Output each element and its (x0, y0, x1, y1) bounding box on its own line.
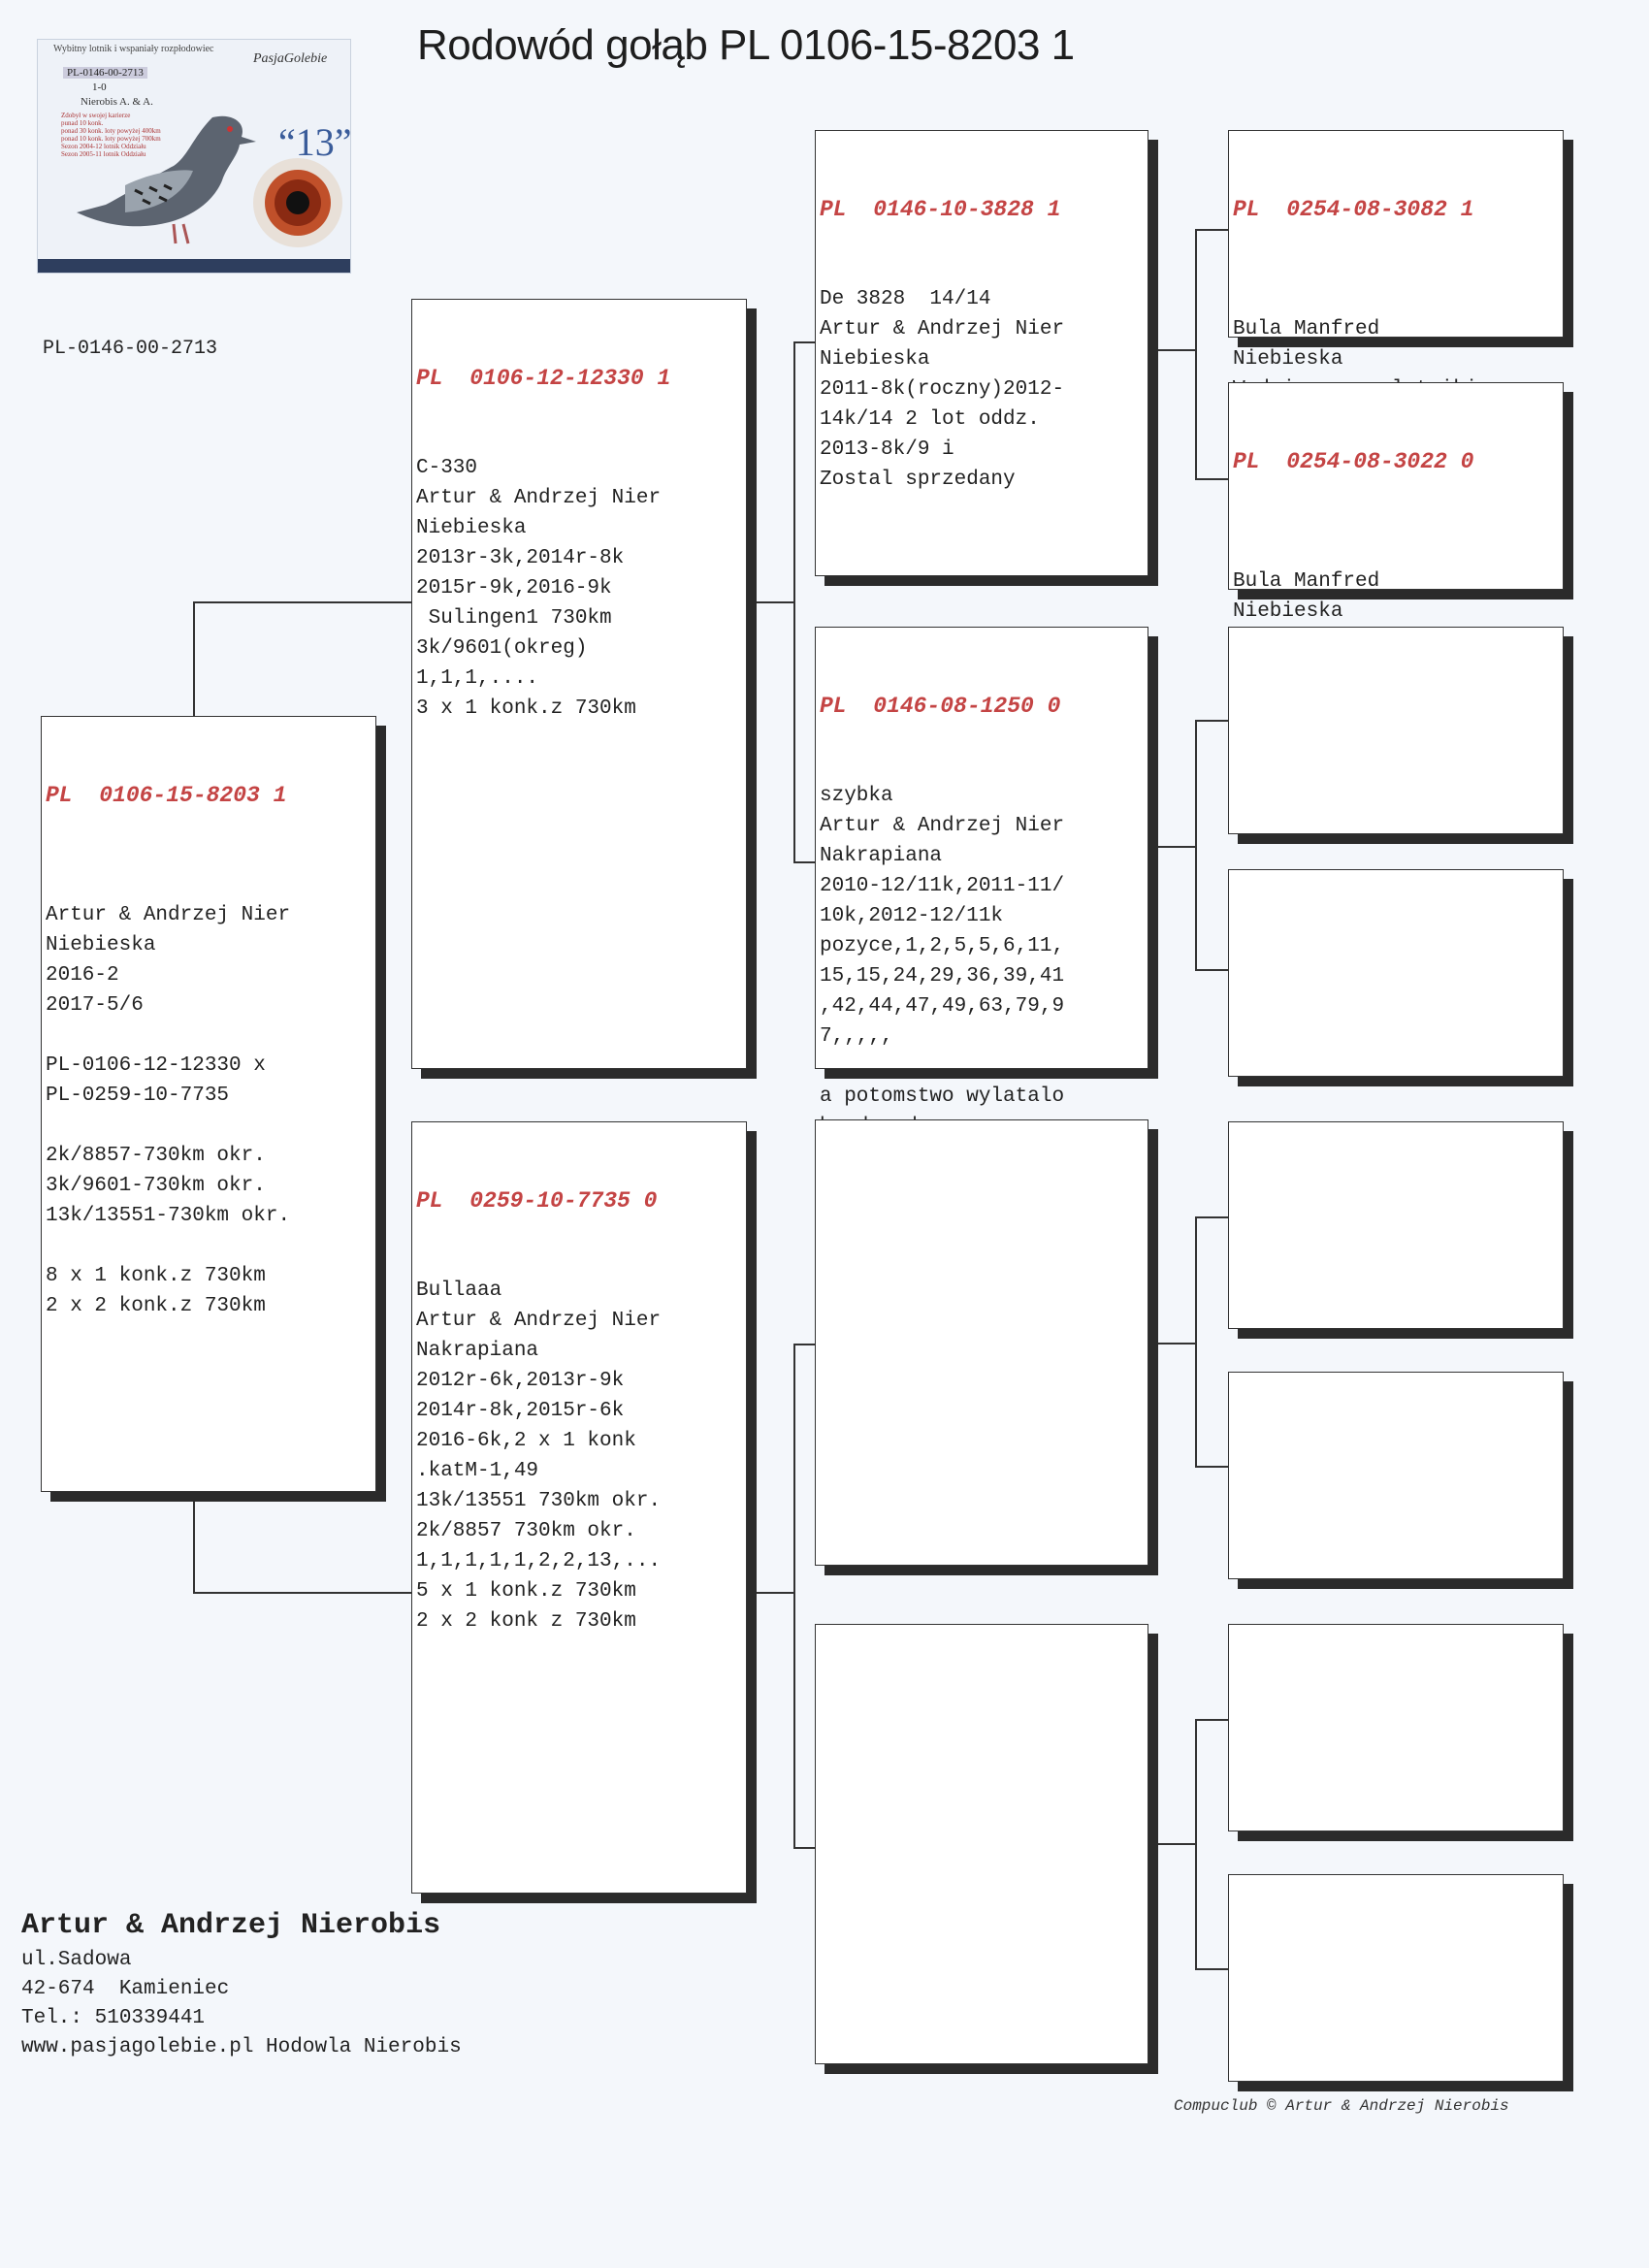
page-title: Rodowód gołąb PL 0106-15-8203 1 (417, 21, 1075, 69)
connector (1157, 349, 1196, 351)
connector (193, 601, 195, 718)
connector (193, 601, 412, 603)
connector (793, 1344, 815, 1345)
card-body: C-330 Artur & Andrzej Nier Niebieska 2013r-3k,2014r-8k 2015r-9k,2016-9k Sulingen1 730km 3k/9601(okreg) 1,1,1,.... 3 x 1 konk.z 730km (416, 457, 662, 720)
logo-number: “13” (278, 120, 352, 164)
pedigree-card-great-grandparent-4 (1228, 869, 1564, 1077)
ring-number: PL 0146-08-1250 0 (820, 694, 1061, 719)
pedigree-card-great-grandparent-8 (1228, 1874, 1564, 2082)
logo-score: 1-0 (92, 81, 107, 93)
card-body: Bula Manfred Niebieska (1233, 570, 1380, 623)
ring-number: PL 0259-10-7735 0 (416, 1188, 658, 1214)
logo-footer-bar (38, 259, 350, 273)
pedigree-card-great-grandparent-2 (1228, 382, 1564, 623)
pedigree-ring-number: PL-0146-00-2713 (43, 338, 218, 360)
card-body: Bullaaa Artur & Andrzej Nier Nakrapiana 2012r-6k,2013r-9k 2014r-8k,2015r-6k 2016-6k,2 x 1 konk .katM-1,49 13k/13551 730km okr. 2k/8857 730km okr. 1,1,1,1,1,2,2,13,... 5 x 1 konk.z 730km 2 x 2 konk z 730km (416, 1280, 662, 1633)
breeder-logo (37, 39, 351, 274)
connector (1195, 1719, 1197, 1969)
connector (193, 1592, 412, 1594)
connector (1195, 969, 1228, 971)
ring-number: PL 0254-08-3022 0 (1233, 449, 1474, 474)
connector (1195, 229, 1197, 479)
connector (1195, 1719, 1228, 1721)
pedigree-card-great-grandparent-5 (1228, 1121, 1564, 1329)
connector (793, 1344, 795, 1848)
ring-number: PL 0254-08-3082 1 (1233, 197, 1474, 222)
connector (1157, 1843, 1196, 1845)
card-body: Bula Manfred Niebieska (1233, 318, 1380, 371)
pedigree-card-maternal-grandfather (815, 1119, 1148, 1566)
logo-owner: Nierobis A. & A. (81, 96, 153, 108)
pedigree-card-paternal-grandfather (815, 130, 1148, 576)
footer-credit: Compuclub © Artur & Andrzej Nierobis (1174, 2097, 1509, 2115)
pigeon-image (67, 98, 261, 253)
logo-ring: PL-0146-00-2713 (63, 67, 147, 79)
pedigree-card-subject (41, 716, 376, 1492)
ring-number: PL 0106-15-8203 1 (46, 783, 287, 808)
connector (756, 601, 794, 603)
connector (1195, 1968, 1228, 1970)
logo-tagline: Wybitny lotnik i wspaniały rozpłodowiec (53, 44, 214, 54)
connector (193, 1494, 195, 1593)
connector (1195, 1216, 1228, 1218)
connector (756, 1592, 794, 1594)
breeder-address: ul.Sadowa 42-674 Kamieniec Tel.: 510339441 www.pasjagolebie.pl Hodowla Nierobis (21, 1949, 462, 2058)
pedigree-card-paternal-grandmother (815, 627, 1148, 1108)
connector (1195, 1216, 1197, 1467)
connector (1195, 478, 1228, 480)
pedigree-card-maternal-grandmother (815, 1624, 1148, 2064)
connector (1195, 1466, 1228, 1468)
eye-image (251, 156, 344, 249)
logo-achievements: Zdobył w swojej karierze punad 10 konk. ponad 30 konk. loty powyżej 400km ponad 10 konk. loty powyżej 700km Sezon 2004-12 lotnik Oddziału Sezon 2005-11 lotnik Oddziału (61, 112, 161, 158)
logo-brand: PasjaGolebie (253, 51, 328, 66)
card-body: szybka Artur & Andrzej Nier Nakrapiana 2010-12/11k,2011-11/ 10k,2012-12/11k pozyce,1,2,5,5,6,11, 15,15,24,29,36,39,41 ,42,44,47,49,63,79,9 7,,,,, a potomstwo wylatalo (820, 785, 1065, 1108)
ring-number: PL 0146-10-3828 1 (820, 197, 1061, 222)
connector (793, 341, 815, 343)
pedigree-card-great-grandparent-6 (1228, 1372, 1564, 1579)
connector (1195, 720, 1197, 970)
connector (1157, 1343, 1196, 1345)
connector (793, 341, 795, 863)
pedigree-card-mother (411, 1121, 747, 1894)
pedigree-card-great-grandparent-1 (1228, 130, 1564, 371)
pedigree-card-great-grandparent-3 (1228, 627, 1564, 834)
breeder-name: Artur & Andrzej Nierobis (21, 1909, 441, 1942)
pedigree-card-father (411, 299, 747, 1069)
connector (1157, 846, 1196, 848)
card-body: Artur & Andrzej Nier Niebieska 2016-2 2017-5/6 PL-0106-12-12330 x PL-0259-10-7735 2k/8857-730km okr. 3k/9601-730km okr. 13k/13551-730km okr. 8 x 1 konk.z 730km 2 x 2 konk.z 730km (46, 904, 291, 1317)
connector (793, 861, 815, 863)
connector (1195, 720, 1228, 722)
ring-number: PL 0106-12-12330 1 (416, 366, 671, 391)
pedigree-card-great-grandparent-7 (1228, 1624, 1564, 1831)
connector (1195, 229, 1228, 231)
card-body: De 3828 14/14 Artur & Andrzej Nier Niebieska 2011-8k(roczny)2012- 14k/14 2 lot oddz. 2013-8k/9 i Zostal sprzedany (820, 288, 1065, 491)
connector (793, 1847, 815, 1849)
